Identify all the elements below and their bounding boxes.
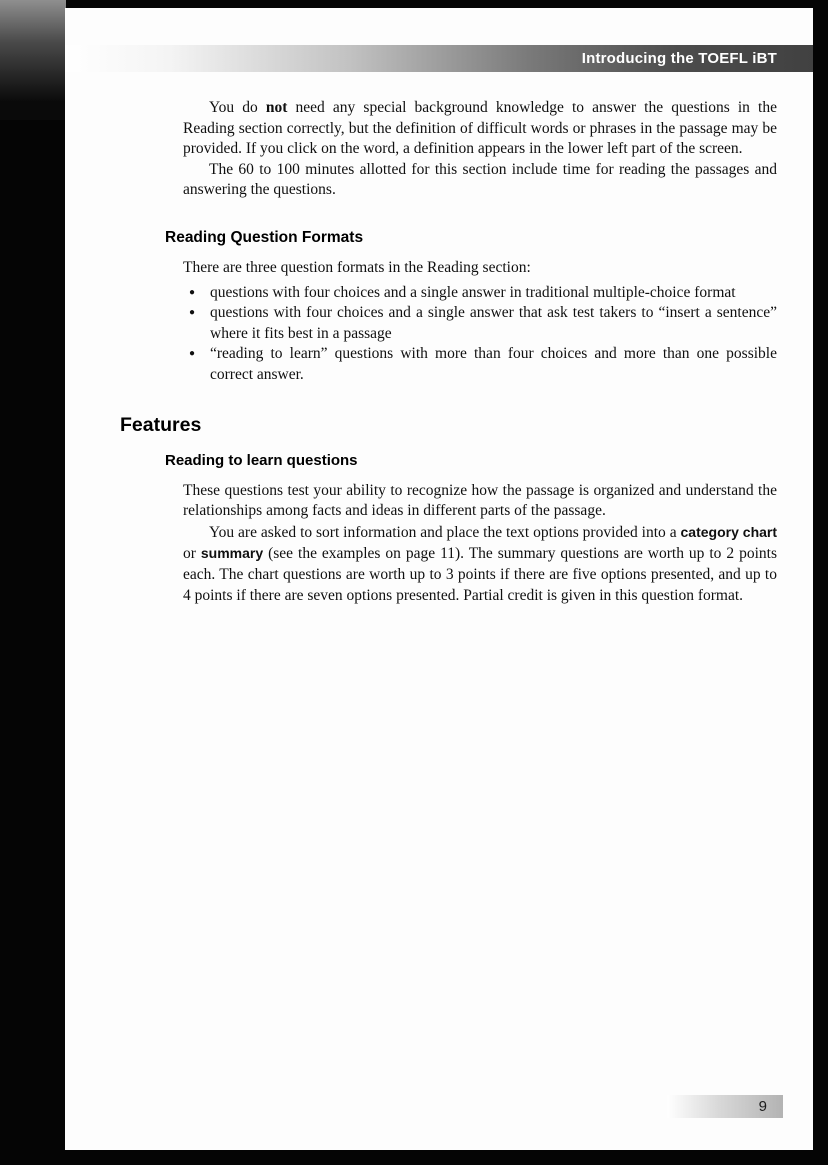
page-number-bar <box>667 1095 783 1118</box>
bullet-icon: ● <box>189 348 196 360</box>
bullet-list <box>183 283 777 386</box>
subheading-reading-to-learn-questions: Reading to learn questions <box>165 451 358 469</box>
bullet-text-2: questions with four choices and a single answer that ask test takers to “insert a sentence” where it fits best in a passage <box>210 304 777 342</box>
intro-paragraph-1: You do not need any special background knowledge to answer the questions in the Reading section correctly, but the definition of difficult words or phrases in the passage may be provided. If you click on the word, a definition appears in the lower left part of the screen. <box>183 99 777 158</box>
page-number: 9 <box>758 1098 767 1115</box>
bullet-text-1: questions with four choices and a single answer in traditional multiple-choice format <box>210 283 736 301</box>
reading-formats-lead: There are three question formats in the Reading section: <box>183 258 531 276</box>
list-item <box>183 303 777 344</box>
features-paragraph-2: You are asked to sort information and place the text options provided into a category chart or summary (see the examples on page 11). The summary questions are worth up to 2 points each. The chart questions are worth up to 3 points if there are five options presented, and up to 4 points if there are seven options presented. Partial credit is given in this question format. <box>183 523 778 604</box>
scan-edge-gradient <box>0 0 66 120</box>
header-bar <box>65 45 813 72</box>
bullet-text-3: “reading to learn” questions with more than four choices and more than one possible correct answer. <box>210 345 777 383</box>
section-heading-features: Features <box>120 413 202 436</box>
features-paragraph-1: These questions test your ability to recognize how the passage is organized and understand the relationships among facts and ideas in different parts of the passage. <box>183 481 777 520</box>
list-item <box>183 283 777 304</box>
intro-paragraph-2: The 60 to 100 minutes allotted for this section include time for reading the passages and answering the questions. <box>183 160 777 199</box>
list-item <box>183 344 777 385</box>
book-page <box>65 8 813 1150</box>
bullet-icon: ● <box>189 286 196 298</box>
bullet-icon: ● <box>189 307 196 319</box>
page-header-title: Introducing the TOEFL iBT <box>581 50 777 67</box>
section-heading-reading-question-formats: Reading Question Formats <box>165 228 364 246</box>
